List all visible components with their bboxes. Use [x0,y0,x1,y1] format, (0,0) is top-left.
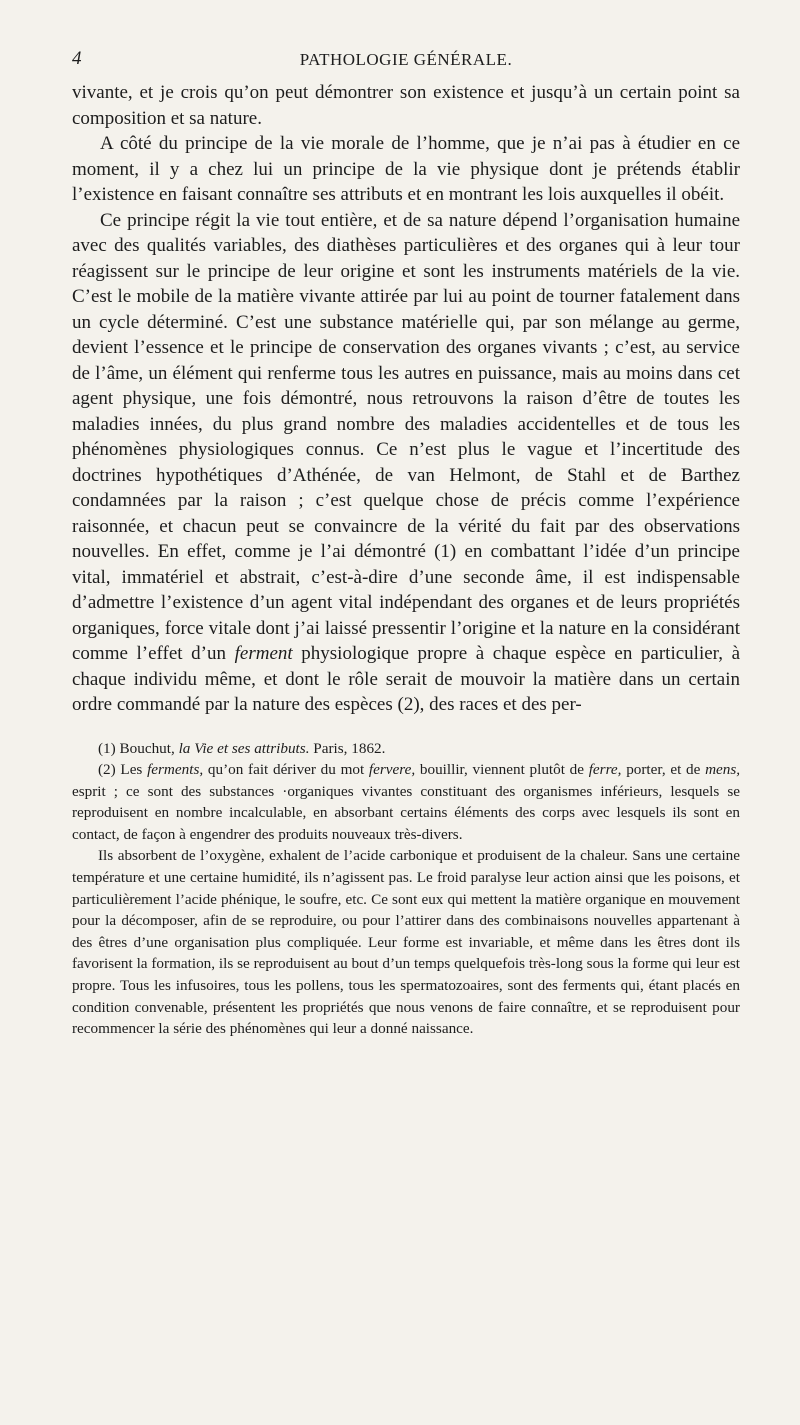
footnote-2 [72,759,740,845]
paragraph [72,208,740,718]
footnote-book-title: la Vie et ses attributs. [178,739,310,757]
footnote-2-continued: Ils absorbent de l’oxygène, exhalent de l’acide carbonique et produisent de la chaleur. Sans une certaine température et une certaine humidité, ils n’agissent pas. Le froid paralyse leur action ainsi que les poisons, et particulièrement l’acide phénique, le soufre, etc. Ce sont eux qui mettent la matière organique en mouvement pour la décomposer, afin de se reproduire, ou pour l’attirer dans des combinaisons nouvelles appartenant à des êtres d’une organisation plus compliquée. Leur forme est invariable, et même dans les êtres dont ils favorisent la formation, ils se reproduisent au bout d’un temps quelquefois très-long sous la forme qui leur est propre. Tous les infusoires, tous les pollens, tous les spermatozoaires, sont des ferments qui, étant placés en condition convenable, présentent les propriétés que nous venons de faire connaître, et se reproduisent pour recommencer la série des phénomènes qui leur a donné naissance. [72,847,740,1038]
footnote-text: Paris, 1862. [313,739,386,757]
footnote-1 [72,738,740,760]
footnote-term: ferre, [588,761,622,779]
main-text [72,80,740,718]
paragraph-text: Ce principe régit la vie tout entière, et de sa nature dépend l’organisation humaine avec des qualités variables, des diathèses particulières et des organes qui à leur tour réagissent sur le principe de leur origine et sont les instruments matériels de la vie. C’est le mobile de la matière vivante attirée par lui au point de tourner fatalement dans un cycle déterminé. C’est une substance matérielle qui, par son mélange au germe, devient l’essence et le principe de conservation des organes vivants ; c’est, au service de l’âme, un élément qui renferme tous les autres en puissance, mais au moins dans cet agent physique, une fois démontré, nous retrouvons la raison d’être de toutes les maladies innées, du plus grand nombre des maladies accidentelles et de tous les phénomènes physiologiques connus. Ce n’est plus le vague et l’incertitude des doctrines hypothétiques d’Athénée, de van Helmont, de Stahl et de Barthez condamnées par la raison ; c’est quelque chose de précis comme l’expérience raisonnée, et chacun peut se convaincre de la vérité du fait par des observations nouvelles. En effet, comme je l’ai démontré (1) en combattant l’idée d’un principe vital, immatériel et abstrait, c’est-à-dire d’une seconde âme, il est indispensable d’admettre l’existence d’un agent vital indépendant des organes et de leurs propriétés organiques, force vitale dont j’ai laissé pressentir l’origine et la nature en la considérant comme l’effet d’un [72,209,740,664]
footnote-term: fervere, [368,761,416,779]
footnote-text: bouillir, viennent plutôt de [419,761,584,779]
book-page [72,48,740,1040]
footnote-term: mens, [705,761,741,779]
footnotes [72,738,740,1040]
footnote-text: esprit ; ce sont des substances ·organiques vivantes constituant des organismes inférieurs, lesquels se reproduisent en nombre incalculable, en absorbant certains éléments des corps avec lesquels ils sont en contact, de façon à engendrer des produits nouveaux très-divers. [72,782,740,843]
paragraph-continuation: vivante, et je crois qu’on peut démontrer son existence et jusqu’à un certain point sa composition et sa nature. [72,82,740,129]
footnote-term: ferments, [147,761,204,779]
footnote-text: (1) Bouchut, [98,739,175,757]
running-title: PATHOLOGIE GÉNÉRALE. [299,50,513,69]
footnote-text: (2) Les [98,761,143,779]
running-head [72,48,740,74]
paragraph: A côté du principe de la vie morale de l’homme, que je n’ai pas à étudier en ce moment, il y a chez lui un principe de la vie physique dont je prétends établir l’existence en faisant connaître ses attributs et en montrant les lois auxquelles il obéit. [72,133,740,205]
footnote-text: qu’on fait dériver du mot [207,761,365,779]
footnote-text: porter, et de [626,761,701,779]
paragraph-text: physiologique propre à chaque espèce en particulier, à chaque individu même, et dont le rôle serait de mouvoir la matière dans un certain ordre commandé par la nature des espèces (2), des races et des per- [72,643,741,715]
italic-term: ferment [234,643,293,664]
page-number: 4 [72,48,82,69]
